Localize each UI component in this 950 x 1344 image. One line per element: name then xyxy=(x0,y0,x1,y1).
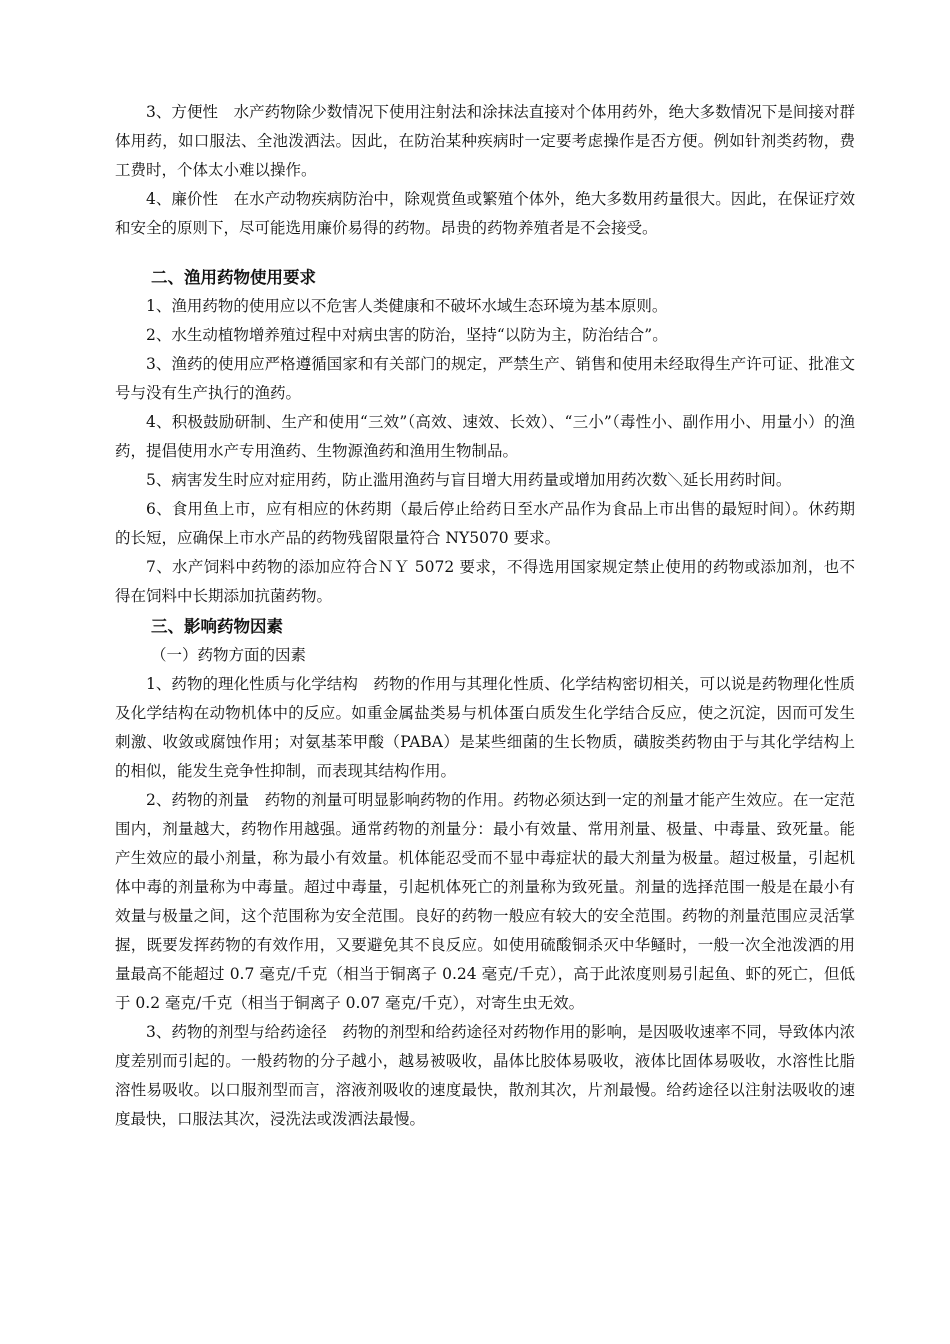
list-item: 3、渔药的使用应严格遵循国家和有关部门的规定，严禁生产、销售和使用未经取得生产许可证、批准文号与没有生产执行的渔药。 xyxy=(115,355,855,402)
paragraph-low-cost: 4、廉价性 在水产动物疾病防治中，除观赏鱼或繁殖个体外，绝大多数用药量很大。因此，在保证疗效和安全的原则下，尽可能选用廉价易得的药物。昂贵的药物养殖者是不会接受。 xyxy=(115,190,855,237)
list-item: 4、积极鼓励研制、生产和使用“三效”（高效、速效、长效）、“三小”（毒性小、副作用小、用量小）的渔药，提倡使用水产专用渔药、生物源渔药和渔用生物制品。 xyxy=(115,413,855,460)
list-item: 2、水生动植物增养殖过程中对病虫害的防治，坚持“以防为主，防治结合”。 xyxy=(146,326,668,344)
list-item: 6、食用鱼上市，应有相应的休药期（最后停止给药日至水产品作为食品上市出售的最短时间）。休药期的长短，应确保上市水产品的药物残留限量符合 NY5070 要求。 xyxy=(115,500,855,547)
list-item: 3、药物的剂型与给药途径 药物的剂型和给药途径对药物作用的影响，是因吸收速率不同，导致体内浓度差别而引起的。一般药物的分子越小，越易被吸收，晶体比胶体易吸收，液体比固体易吸收，水溶性比脂溶性易吸收。以口服剂型而言，溶液剂吸收的速度最快，散剂其次，片剂最慢。给药途径以注射法吸收的速度最快，口服法其次，浸洗法或泼洒法最慢。 xyxy=(115,1023,855,1128)
list-item: 7、水产饲料中药物的添加应符合ＮＹ 5072 要求，不得选用国家规定禁止使用的药物或添加剂，也不得在饲料中长期添加抗菌药物。 xyxy=(115,558,855,605)
section-heading-influencing-factors: 三、影响药物因素 xyxy=(151,617,283,636)
subsection-heading-drug-factors: （一）药物方面的因素 xyxy=(151,646,307,664)
section-heading-usage-requirements: 二、渔用药物使用要求 xyxy=(151,268,316,287)
list-item: 5、病害发生时应对症用药，防止滥用渔药与盲目增大用药量或增加用药次数＼延长用药时间。 xyxy=(146,471,792,489)
list-item: 1、渔用药物的使用应以不危害人类健康和不破坏水域生态环境为基本原则。 xyxy=(146,297,668,315)
list-item: 1、药物的理化性质与化学结构 药物的作用与其理化性质、化学结构密切相关，可以说是药物理化性质及化学结构在动物机体中的反应。如重金属盐类易与机体蛋白质发生化学结合反应，使之沉淀，因而可发生刺激、收敛或腐蚀作用；对氨基苯甲酸（PABA）是某些细菌的生长物质，磺胺类药物由于与其化学结构上的相似，能发生竞争性抑制，而表现其结构作用。 xyxy=(115,675,855,780)
document-body xyxy=(115,98,855,1134)
paragraph-convenience: 3、方便性 水产药物除少数情况下使用注射法和涂抹法直接对个体用药外，绝大多数情况下是间接对群体用药，如口服法、全池泼洒法。因此，在防治某种疾病时一定要考虑操作是否方便。例如针剂类药物，费工费时，个体太小难以操作。 xyxy=(115,103,855,179)
list-item: 2、药物的剂量 药物的剂量可明显影响药物的作用。药物必须达到一定的剂量才能产生效应。在一定范围内，剂量越大，药物作用越强。通常药物的剂量分：最小有效量、常用剂量、极量、中毒量、致死量。能产生效应的最小剂量，称为最小有效量。机体能忍受而不显中毒症状的最大剂量为极量。超过极量，引起机体中毒的剂量称为中毒量。超过中毒量，引起机体死亡的剂量称为致死量。剂量的选择范围一般是在最小有效量与极量之间，这个范围称为安全范围。良好的药物一般应有较大的安全范围。药物的剂量范围应灵活掌握，既要发挥药物的有效作用，又要避免其不良反应。如使用硫酸铜杀灭中华鳋时，一般一次全池泼洒的用量最高不能超过 0.7 毫克/千克（相当于铜离子 0.24 毫克/千克），高于此浓度则易引起鱼、虾的死亡，但低于 0.2 毫克/千克（相当于铜离子 0.07 毫克/千克），对寄生虫无效。 xyxy=(115,791,855,1012)
